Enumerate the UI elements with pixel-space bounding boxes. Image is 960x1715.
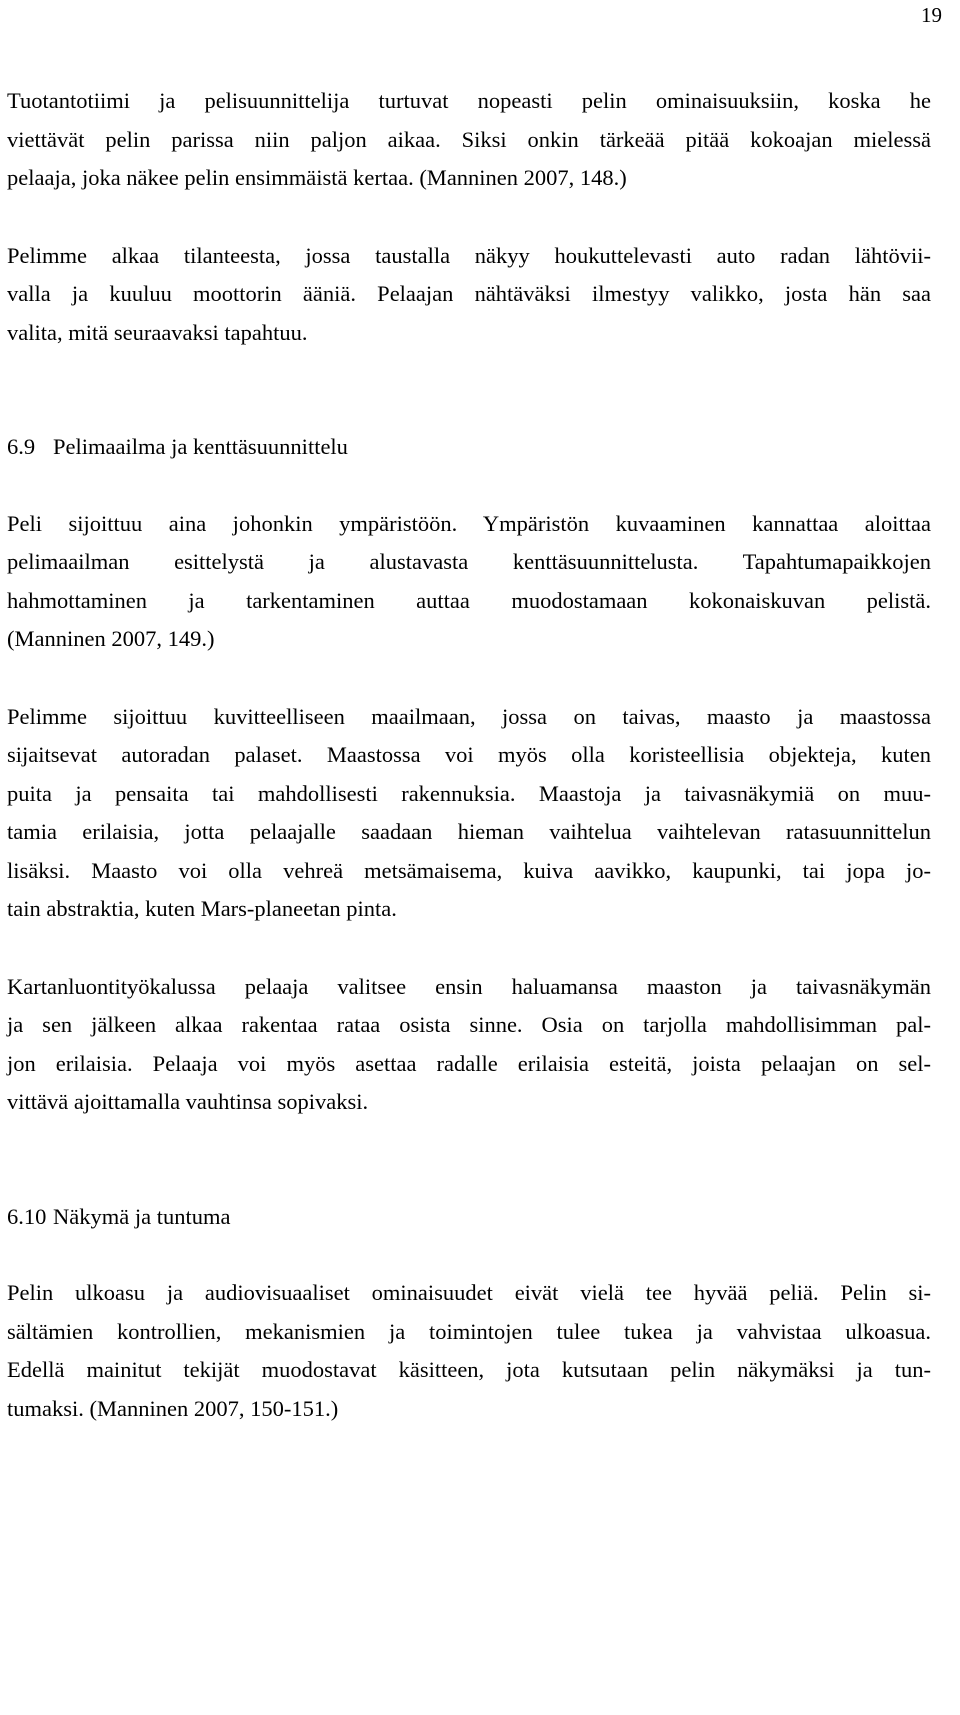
section-heading [7,428,931,467]
text-line: jon erilaisia. Pelaaja voi myös asettaa radalle erilaisia esteitä, joista pelaajan on sel- [7,1050,931,1076]
text-line: puita ja pensaita tai mahdollisesti rakennuksia. Maastoja ja taivasnäkymiä on muu- [7,780,931,806]
text-line: (Manninen 2007, 149.) [7,626,215,651]
text-line: Peli sijoittuu aina johonkin ympäristöön. Ympäristön kuvaaminen kannattaa aloittaa [7,510,931,536]
text-line: ja sen jälkeen alkaa rakentaa rataa osista sinne. Osia on tarjolla mahdollisimman pal- [7,1012,931,1037]
text-line: vittävä ajoittamalla vauhtinsa sopivaksi. [7,1089,369,1114]
text-line: Pelin ulkoasu ja audiovisuaaliset ominaisuudet eivät vielä tee hyvää peliä. Pelin si- [7,1280,931,1305]
text-line: valla ja kuuluu moottorin ääniä. Pelaajan nähtäväksi ilmestyy valikko, josta hän saa [7,281,931,306]
section-number: 6.10 [7,1203,47,1229]
paragraph [7,237,931,353]
text-line: lisäksi. Maasto voi olla vehreä metsämaisema, kuiva aavikko, kaupunki, tai jopa jo- [7,857,931,883]
text-line: tamia erilaisia, jotta pelaajalle saadaan hieman vaihtelua vaihtelevan ratasuunnittelun [7,819,931,844]
section-title: Pelimaailma ja kenttäsuunnittelu [53,434,348,459]
paragraph [7,968,931,1122]
page-number: 19 [921,3,942,27]
paragraph [7,82,931,198]
paragraph [7,505,931,659]
paragraph [7,698,931,929]
text-line: pelimaailman esittelystä ja alustavasta kenttäsuunnittelusta. Tapahtumapaikkojen [7,549,931,574]
text-line: Edellä mainitut tekijät muodostavat käsitteen, jota kutsutaan pelin näkymäksi ja tun- [7,1357,931,1382]
text-line: valita, mitä seuraavaksi tapahtuu. [7,319,308,345]
text-line: sältämien kontrollien, mekanismien ja toimintojen tulee tukea ja vahvistaa ulkoasua. [7,1318,931,1344]
text-line: tain abstraktia, kuten Mars-planeetan pinta. [7,896,397,921]
section-title: Näkymä ja tuntuma [53,1203,231,1229]
section-number: 6.9 [7,434,36,459]
text-line: Tuotantotiimi ja pelisuunnittelija turtuvat nopeasti pelin ominaisuuksiin, koska he [7,88,931,113]
text-line: pelaaja, joka näkee pelin ensimmäistä kertaa. (Manninen 2007, 148.) [7,165,627,190]
text-line: tumaksi. (Manninen 2007, 150-151.) [7,1395,339,1421]
text-line: viettävät pelin parissa niin paljon aikaa. Siksi onkin tärkeää pitää kokoajan mielessä [7,126,931,152]
text-line: hahmottaminen ja tarkentaminen auttaa muodostamaan kokonaiskuvan pelistä. [7,587,931,613]
text-line: sijaitsevat autoradan palaset. Maastossa voi myös olla koristeellisia objekteja, kuten [7,742,931,767]
text-line: Pelimme alkaa tilanteesta, jossa taustalla näkyy houkuttelevasti auto radan lähtövii- [7,242,931,268]
document-body [7,82,931,1428]
text-line: Kartanluontityökalussa pelaaja valitsee ensin haluamansa maaston ja taivasnäkymän [7,973,931,999]
paragraph [7,1274,931,1428]
section-heading [7,1198,931,1237]
text-line: Pelimme sijoittuu kuvitteelliseen maailmaan, jossa on taivas, maasto ja maastossa [7,703,931,729]
